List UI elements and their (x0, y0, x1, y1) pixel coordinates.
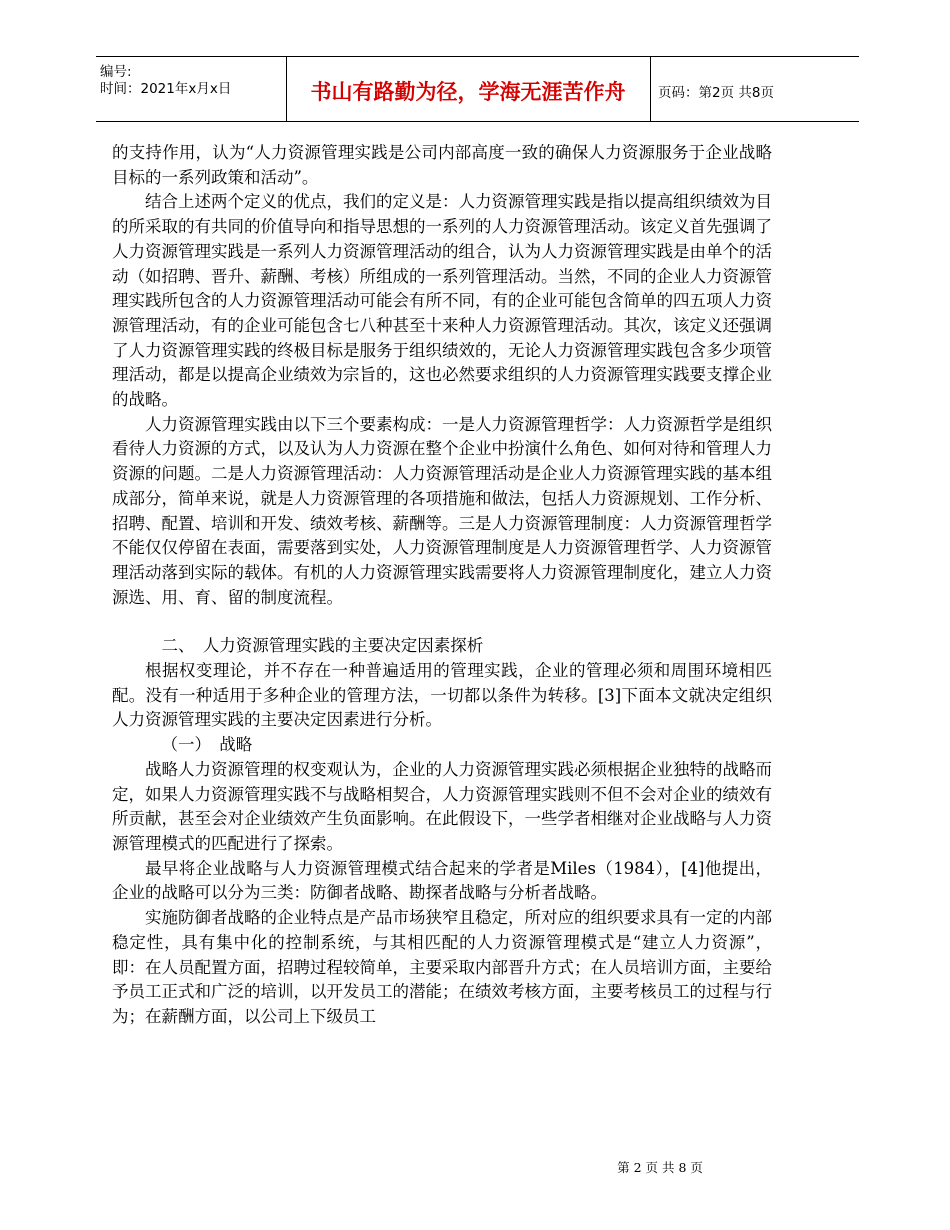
paragraph-defender: 实施防御者战略的企业特点是产品市场狭窄且稳定，所对应的组织要求具有一定的内部稳定性，具有集中化的控制系统，与其相匹配的人力资源管理模式是“建立人力资源”，即：在人员配置方面，招聘过程较简单，主要采取内部晋升方式；在人员培训方面，主要给予员工正式和广泛的培训，以开发员工的潜能；在绩效考核方面，主要考核员工的过程与行为；在薪酬方面，以公司上下级员工 (112, 908, 772, 1026)
header-motto: 书山有路勤为径，学海无涯苦作舟 (310, 80, 626, 104)
document-body (112, 141, 772, 1030)
header-bottom-rule (96, 121, 859, 122)
header-divider-right (650, 56, 651, 122)
paragraph-contingency: 根据权变理论，并不存在一种普遍适用的管理实践，企业的管理必须和周围环境相匹配。没有一种适用于多种企业的管理方法，一切都以条件为转移。[3]下面本文就决定组织人力资源管理实践的主要决定因素进行分析。 (112, 661, 772, 730)
paragraph-strategy: 战略人力资源管理的权变观认为，企业的人力资源管理实践必须根据企业独特的战略而定，如果人力资源管理实践不与战略相契合，人力资源管理实践则不但不会对企业的绩效有所贡献，甚至会对企业绩效产生负面影响。在此假设下，一些学者相继对企业战略与人力资源管理模式的匹配进行了探索。 (112, 759, 772, 853)
paragraph-definition: 结合上述两个定义的优点，我们的定义是：人力资源管理实践是指以提高组织绩效为目的所采取的有共同的价值导向和指导思想的一系列的人力资源管理活动。该定义首先强调了人力资源管理实践是一系列人力资源管理活动的组合，认为人力资源管理实践是由单个的活动（如招聘、晋升、薪酬、考核）所组成的一系列管理活动。当然，不同的企业人力资源管理实践所包含的人力资源管理活动可能会有所不同，有的企业可能包含简单的四五项人力资源管理活动，有的企业可能包含七八种甚至十来种人力资源管理活动。其次，该定义还强调了人力资源管理实践的终极目标是服务于组织绩效的，无论人力资源管理实践包含多少项管理活动，都是以提高企业绩效为宗旨的，这也必然要求组织的人力资源管理实践要支撑企业的战略。 (112, 192, 772, 410)
serial-label: 编号: (100, 64, 132, 80)
section-heading: 二、 人力资源管理实践的主要决定因素探析 (161, 636, 484, 656)
header-top-rule (96, 56, 859, 57)
paragraph-elements: 人力资源管理实践由以下三个要素构成：一是人力资源管理哲学：人力资源哲学是组织看待人力资源的方式，以及认为人力资源在整个企业中扮演什么角色、如何对待和管理人力资源的问题。二是人力资源管理活动：人力资源管理活动是企业人力资源管理实践的基本组成部分，简单来说，就是人力资源管理的各项措施和做法，包括人力资源规划、工作分析、招聘、配置、培训和开发、绩效考核、薪酬等。三是人力资源管理制度：人力资源管理哲学不能仅仅停留在表面，需要落到实处，人力资源管理制度是人力资源管理哲学、人力资源管理活动落到实际的载体。有机的人力资源管理实践需要将人力资源管理制度化，建立人力资源选、用、育、留的制度流程。 (112, 414, 772, 607)
time-label: 时间：2021年x月x日 (100, 81, 232, 97)
paragraph-continued: 的支持作用，认为“人力资源管理实践是公司内部高度一致的确保人力资源服务于企业战略目标的一系列政策和活动”。 (112, 143, 772, 187)
header-page-info: 页码：第2页 共8页 (658, 85, 774, 101)
subsection-heading: （一） 战略 (161, 735, 253, 755)
page-footer: 第 2 页 共 8 页 (617, 1160, 703, 1175)
paragraph-miles: 最早将企业战略与人力资源管理模式结合起来的学者是Miles（1984），[4]他提出，企业的战略可以分为三类：防御者战略、勘探者战略与分析者战略。 (112, 858, 772, 903)
